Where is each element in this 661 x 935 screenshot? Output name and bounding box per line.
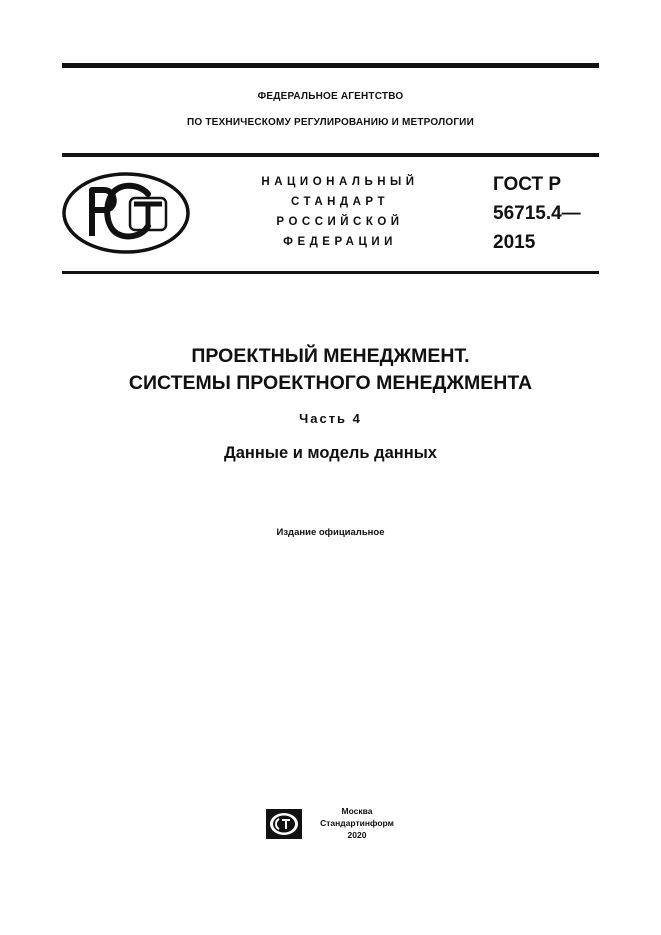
- standard-type-line2: СТАНДАРТ: [291, 196, 389, 208]
- standard-designation: [493, 170, 581, 257]
- middle-rule: [62, 153, 599, 157]
- standard-type-line3: РОССИЙСКОЙ: [276, 216, 404, 228]
- agency-name-line1: ФЕДЕРАЛЬНОЕ АГЕНТСТВО: [257, 91, 404, 102]
- top-rule: [62, 63, 599, 68]
- publisher-year: 2020: [347, 830, 367, 840]
- standard-type-line4: ФЕДЕРАЦИИ: [283, 236, 397, 248]
- standard-type: [240, 172, 440, 252]
- bottom-rule: [62, 271, 599, 274]
- standartinform-logo-icon: [265, 808, 303, 840]
- title-line1: ПРОЕКТНЫЙ МЕНЕДЖМЕНТ.: [191, 345, 470, 367]
- title-line2: СИСТЕМЫ ПРОЕКТНОГО МЕНЕДЖМЕНТА: [128, 372, 533, 394]
- document-subtitle: Данные и модель данных: [223, 444, 437, 462]
- publisher-block: [311, 805, 403, 841]
- publisher-city: Москва: [341, 806, 373, 816]
- part-number: Часть 4: [299, 411, 362, 426]
- publisher-name: Стандартинформ: [320, 818, 394, 828]
- designation-line3: 2015: [493, 232, 536, 253]
- document-title: [40, 343, 621, 397]
- designation-line1: ГОСТ Р: [493, 174, 562, 195]
- standard-type-line1: НАЦИОНАЛЬНЫЙ: [261, 176, 419, 188]
- designation-line2: 56715.4—: [493, 203, 581, 224]
- rst-mark-icon: [62, 172, 190, 254]
- edition-label: Издание официальное: [276, 527, 385, 538]
- agency-name-line2: ПО ТЕХНИЧЕСКОМУ РЕГУЛИРОВАНИЮ И МЕТРОЛОГИИ: [187, 117, 474, 128]
